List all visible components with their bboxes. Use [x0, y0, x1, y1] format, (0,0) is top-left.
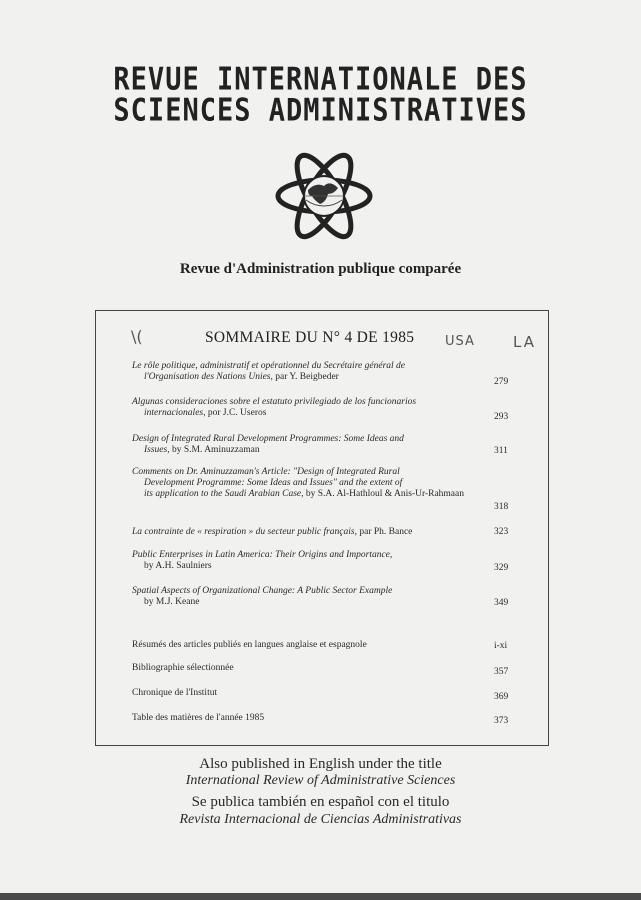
toc-section-label: Chronique de l'Institut	[132, 688, 218, 698]
spanish-edition-note: Se publica también en español con el titulo	[191, 794, 450, 810]
toc-section-label: Bibliographie sélectionnée	[132, 663, 234, 673]
toc-page-number: 311	[494, 446, 508, 456]
article-title-line: La contrainte de « respiration » du secteur public français,	[132, 527, 357, 537]
journal-title-line-2: SCIENCES ADMINISTRATIVES	[113, 92, 528, 129]
toc-article	[132, 550, 484, 572]
toc-section-label: Table des matières de l'année 1985	[132, 713, 265, 723]
article-title-line: its application to the Saudi Arabian Case,	[144, 489, 304, 499]
article-author: by M.J. Keane	[144, 597, 200, 607]
toc-article	[132, 434, 484, 456]
atom-globe-icon	[272, 144, 376, 248]
english-edition-title: International Review of Administrative Sciences	[185, 773, 456, 788]
english-edition-note: Also published in English under the title	[199, 756, 442, 772]
handwritten-mark: USA	[445, 334, 475, 349]
article-author: por J.C. Useros	[207, 408, 267, 418]
journal-title-line-1: REVUE INTERNATIONALE DES	[113, 61, 528, 98]
toc-page-number: 329	[494, 563, 509, 573]
handwritten-mark: \(	[131, 327, 143, 346]
article-title-line: Issues,	[144, 445, 170, 455]
toc-article	[132, 361, 484, 383]
toc-section-label: Résumés des articles publiés en langues anglaise et espagnole	[132, 640, 367, 650]
toc-page-number: 369	[494, 692, 509, 702]
toc-page-number: 279	[494, 377, 509, 387]
contents-heading: SOMMAIRE DU N° 4 DE 1985	[205, 329, 415, 346]
article-title-line: Algunas consideraciones sobre el estatuto privilegiado de los funcionarios	[132, 397, 417, 407]
scan-bottom-edge	[0, 893, 641, 900]
article-author: by S.A. Al-Hathloul & Anis-Ur-Rahmaan	[305, 489, 464, 499]
toc-page-number: 293	[494, 412, 509, 422]
article-author: by S.M. Aminuzzaman	[171, 445, 260, 455]
toc-article	[132, 527, 484, 538]
toc-article	[132, 586, 484, 608]
article-title-line: Spatial Aspects of Organizational Change: A Public Sector Example	[132, 586, 393, 596]
toc-article	[132, 467, 484, 500]
article-title-line: internacionales,	[144, 408, 206, 418]
toc-page-number: i-xi	[494, 641, 508, 651]
article-author: par Y. Beigbeder	[275, 372, 339, 382]
toc-page-number: 323	[494, 527, 509, 537]
article-title-line: Development Programme: Some Ideas and Issues" and the extent of	[144, 478, 403, 488]
article-title-line: Le rôle politique, administratif et opérationnel du Secrétaire général de	[132, 361, 405, 371]
toc-page-number: 318	[494, 502, 509, 512]
handwritten-mark: LA	[513, 333, 536, 351]
toc-page-number: 349	[494, 598, 509, 608]
article-title-line: l'Organisation des Nations Unies,	[144, 372, 273, 382]
article-title-line: Comments on Dr. Aminuzzaman's Article: "Design of Integrated Rural	[132, 467, 400, 477]
toc-page-number: 357	[494, 667, 509, 677]
toc-article	[132, 397, 484, 419]
article-author: by A.H. Saulniers	[144, 561, 212, 571]
toc-page-number: 373	[494, 716, 509, 726]
article-title-line: Design of Integrated Rural Development Programmes: Some Ideas and	[132, 434, 404, 444]
spanish-edition-title: Revista Internacional de Ciencias Administrativas	[179, 812, 462, 827]
article-author: par Ph. Bance	[359, 527, 413, 537]
article-title-line: Public Enterprises in Latin America: Their Origins and Importance,	[132, 550, 393, 560]
journal-subtitle: Revue d'Administration publique comparée	[179, 261, 462, 277]
